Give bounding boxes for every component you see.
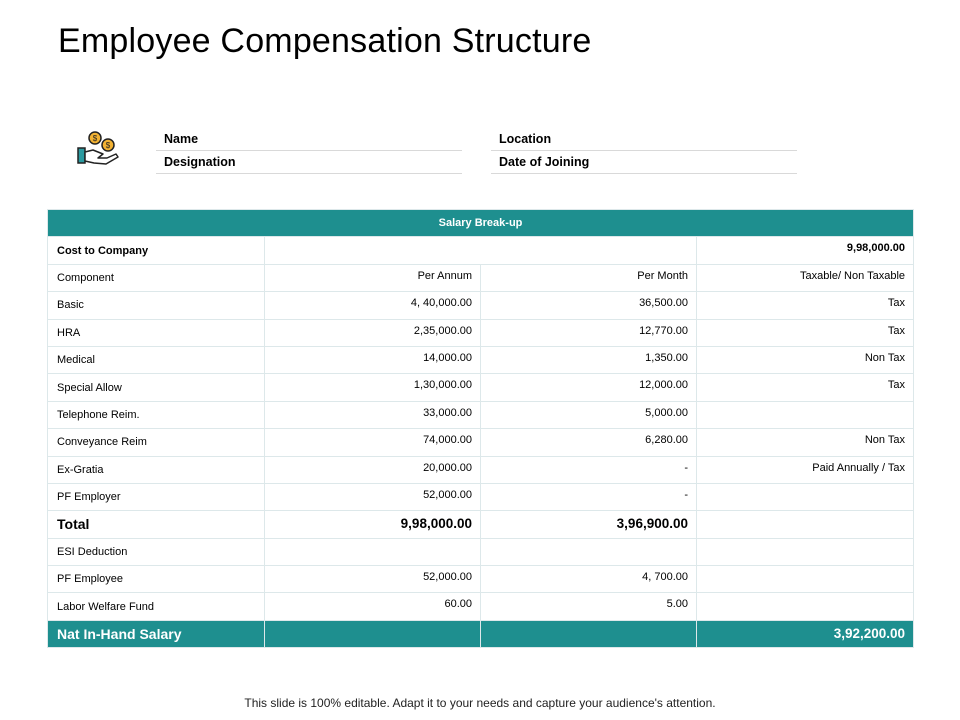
row-tax: Non Tax xyxy=(697,346,914,373)
total-row xyxy=(48,511,914,538)
col-per-annum: Per Annum xyxy=(265,264,481,291)
deduction-month: 5.00 xyxy=(481,593,697,620)
row-tax: Tax xyxy=(697,319,914,346)
deduction-tax xyxy=(697,566,914,593)
total-annum: 9,98,000.00 xyxy=(265,511,481,538)
deduction-row xyxy=(48,538,914,565)
row-month: 6,280.00 xyxy=(481,429,697,456)
row-annum: 2,35,000.00 xyxy=(265,319,481,346)
location-field[interactable]: Location xyxy=(491,128,797,151)
row-annum: 20,000.00 xyxy=(265,456,481,483)
total-tax xyxy=(697,511,914,538)
col-taxable: Taxable/ Non Taxable xyxy=(697,264,914,291)
salary-hand-coins-icon xyxy=(76,130,122,172)
info-right xyxy=(491,128,797,174)
row-component: HRA xyxy=(48,319,265,346)
svg-text:$: $ xyxy=(92,134,98,143)
row-month: - xyxy=(481,483,697,510)
net-spacer-2 xyxy=(481,620,697,647)
row-month: 1,350.00 xyxy=(481,346,697,373)
row-month: - xyxy=(481,456,697,483)
table-row xyxy=(48,429,914,456)
table-row xyxy=(48,483,914,510)
ctc-value: 9,98,000.00 xyxy=(697,237,914,264)
col-component: Component xyxy=(48,264,265,291)
deduction-annum xyxy=(265,538,481,565)
ctc-label: Cost to Company xyxy=(48,237,265,264)
svg-text:$: $ xyxy=(105,141,111,150)
row-month: 12,000.00 xyxy=(481,374,697,401)
row-tax: Tax xyxy=(697,374,914,401)
table-header: Salary Break-up xyxy=(48,210,914,237)
deduction-row xyxy=(48,593,914,620)
row-tax xyxy=(697,483,914,510)
row-month: 36,500.00 xyxy=(481,292,697,319)
date-of-joining-field[interactable]: Date of Joining xyxy=(491,151,797,174)
row-component: Medical xyxy=(48,346,265,373)
net-spacer-1 xyxy=(265,620,481,647)
row-annum: 1,30,000.00 xyxy=(265,374,481,401)
deduction-annum: 52,000.00 xyxy=(265,566,481,593)
footer-note: This slide is 100% editable. Adapt it to your needs and capture your audience's attention. xyxy=(244,696,716,710)
total-label: Total xyxy=(48,511,265,538)
row-component: PF Employer xyxy=(48,483,265,510)
row-component: Conveyance Reim xyxy=(48,429,265,456)
deduction-component: Labor Welfare Fund xyxy=(48,593,265,620)
name-field[interactable]: Name xyxy=(156,128,462,151)
ctc-spacer xyxy=(265,237,697,264)
table-row xyxy=(48,292,914,319)
total-month: 3,96,900.00 xyxy=(481,511,697,538)
designation-field[interactable]: Designation xyxy=(156,151,462,174)
table-row xyxy=(48,346,914,373)
column-header-row xyxy=(48,264,914,291)
row-tax: Non Tax xyxy=(697,429,914,456)
net-salary-label: Nat In-Hand Salary xyxy=(48,620,265,647)
deduction-tax xyxy=(697,538,914,565)
table-row xyxy=(48,319,914,346)
deduction-row xyxy=(48,566,914,593)
row-component: Special Allow xyxy=(48,374,265,401)
info-left xyxy=(156,128,462,174)
deduction-tax xyxy=(697,593,914,620)
deduction-component: ESI Deduction xyxy=(48,538,265,565)
row-tax xyxy=(697,401,914,428)
row-annum: 4, 40,000.00 xyxy=(265,292,481,319)
row-annum: 14,000.00 xyxy=(265,346,481,373)
row-annum: 52,000.00 xyxy=(265,483,481,510)
row-tax: Paid Annually / Tax xyxy=(697,456,914,483)
row-month: 5,000.00 xyxy=(481,401,697,428)
deduction-annum: 60.00 xyxy=(265,593,481,620)
col-per-month: Per Month xyxy=(481,264,697,291)
page-title: Employee Compensation Structure xyxy=(58,22,592,60)
deduction-month: 4, 700.00 xyxy=(481,566,697,593)
table-row xyxy=(48,374,914,401)
table-header-row xyxy=(48,210,914,237)
row-annum: 33,000.00 xyxy=(265,401,481,428)
table-row xyxy=(48,401,914,428)
deduction-month xyxy=(481,538,697,565)
row-month: 12,770.00 xyxy=(481,319,697,346)
net-salary-row xyxy=(48,620,914,647)
row-annum: 74,000.00 xyxy=(265,429,481,456)
deduction-component: PF Employee xyxy=(48,566,265,593)
row-component: Telephone Reim. xyxy=(48,401,265,428)
row-component: Basic xyxy=(48,292,265,319)
row-component: Ex-Gratia xyxy=(48,456,265,483)
ctc-row xyxy=(48,237,914,264)
row-tax: Tax xyxy=(697,292,914,319)
table-row xyxy=(48,456,914,483)
salary-table xyxy=(47,209,914,648)
net-salary-value: 3,92,200.00 xyxy=(697,620,914,647)
